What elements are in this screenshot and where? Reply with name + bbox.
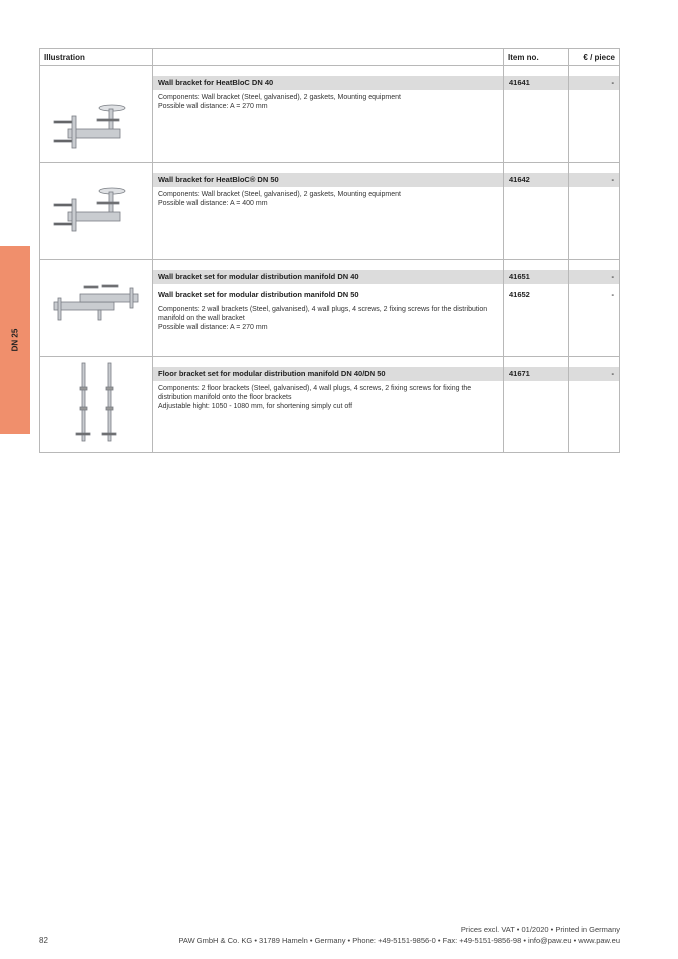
page-number: 82: [39, 936, 48, 945]
footer-line-prices: Prices excl. VAT • 01/2020 • Printed in Germany: [460, 925, 620, 934]
product-distance: Possible wall distance: A = 270 mm: [158, 324, 268, 331]
product-components: Components: Wall bracket (Steel, galvanised), 2 gaskets, Mounting equipment: [158, 94, 401, 101]
header-price: € / piece: [569, 49, 620, 66]
item-number-cell: [504, 260, 569, 357]
price: -: [569, 270, 619, 284]
product-components: Components: Wall bracket (Steel, galvanised), 2 gaskets, Mounting equipment: [158, 191, 401, 198]
product-title: Wall bracket for HeatBloC® DN 50: [153, 173, 504, 187]
product-description: [153, 163, 504, 260]
item-number-variant: 41652: [509, 290, 530, 299]
product-illustration: [40, 357, 153, 453]
item-number: 41642: [504, 173, 568, 187]
product-distance: Adjustable hight: 1050 - 1080 mm, for shortening simply cut off: [158, 403, 353, 410]
item-number: 41651: [504, 270, 568, 284]
product-table: [39, 48, 620, 453]
section-tab-label: DN 25: [10, 328, 20, 352]
product-components: Components: 2 wall brackets (Steel, galvanised), 4 wall plugs, 4 screws, 2 fixing screws for the distribution manifold on the wall bracket: [158, 306, 488, 322]
product-illustration: [40, 163, 153, 260]
product-title: Wall bracket for HeatBloC DN 40: [153, 76, 504, 90]
header-description: [153, 49, 504, 66]
product-illustration: [40, 66, 153, 163]
floor-bracket-image: [40, 357, 152, 452]
product-components: Components: 2 floor brackets (Steel, galvanised), 4 wall plugs, 4 screws, 2 fixing screws for fixing the distribution manifold onto the floor brackets: [158, 385, 472, 401]
product-title-variant: Wall bracket set for modular distribution manifold DN 50: [158, 290, 359, 299]
item-number: 41671: [504, 367, 568, 381]
price-variant: -: [611, 290, 614, 299]
product-description: [153, 357, 504, 453]
header-illustration: Illustration: [40, 49, 153, 66]
price: -: [569, 367, 619, 381]
table-row: [40, 357, 620, 453]
product-illustration: [40, 260, 153, 357]
wall-bracket-image: [40, 163, 152, 259]
item-number-cell: [504, 66, 569, 163]
product-title: Wall bracket set for modular distribution manifold DN 40: [153, 270, 504, 284]
section-tab: [0, 246, 30, 434]
page-footer: [39, 925, 620, 945]
price: -: [569, 173, 619, 187]
product-title: Floor bracket set for modular distribution manifold DN 40/DN 50: [153, 367, 504, 381]
product-distance: Possible wall distance: A = 400 mm: [158, 200, 268, 207]
table-row: [40, 66, 620, 163]
header-item-no: Item no.: [504, 49, 569, 66]
price: -: [569, 76, 619, 90]
price-cell: [569, 66, 620, 163]
item-number-cell: [504, 163, 569, 260]
table-row: [40, 260, 620, 357]
product-description: [153, 66, 504, 163]
product-distance: Possible wall distance: A = 270 mm: [158, 103, 268, 110]
wall-bracket-image: [40, 66, 152, 162]
price-cell: [569, 260, 620, 357]
table-header-row: [40, 49, 620, 66]
price-cell: [569, 357, 620, 453]
footer-line-company: PAW GmbH & Co. KG • 31789 Hameln • Germany • Phone: +49-5151-9856-0 • Fax: +49-5151-9856-98 • info@paw.eu • www.paw.eu: [178, 936, 620, 945]
table-row: [40, 163, 620, 260]
manifold-bracket-image: [40, 260, 152, 356]
item-number: 41641: [504, 76, 568, 90]
price-cell: [569, 163, 620, 260]
item-number-cell: [504, 357, 569, 453]
product-description: [153, 260, 504, 357]
